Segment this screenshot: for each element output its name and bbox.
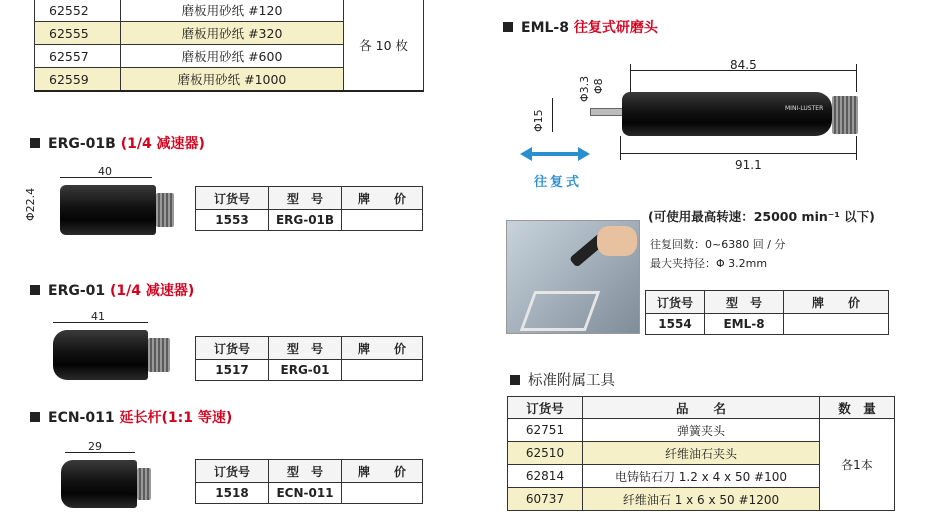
tool-tip [590,108,624,116]
product-name: 磨板用砂纸 #120 [120,0,343,22]
usage-photo [506,220,640,334]
motion-label: 往复式 [534,175,583,190]
price [342,210,423,231]
section-title-erg01b: ERG-01B (1/4 减速器) [30,133,205,153]
dimension-tick [856,64,857,92]
square-bullet-icon [503,22,513,32]
order-code: 62814 [508,465,583,488]
length-dimension-top: 84.5 [730,58,757,72]
sandpaper-table [34,0,424,92]
square-bullet-icon [30,412,40,422]
tool-thread [832,96,858,134]
section-title-std-tools: 标准附属工具 [510,369,615,390]
spec-table-eml8 [645,290,889,335]
stroke-note: 往复回数：0~6380 回 / 分 [650,238,786,251]
product-name: 磨板用砂纸 #1000 [120,68,343,92]
header-name: 品 名 [583,397,820,419]
header-price: 牌 价 [342,460,423,483]
order-no: 1554 [646,314,705,335]
price [342,360,423,381]
length-dimension: 41 [91,310,105,323]
brand-label: MINI-LUSTER [785,105,824,112]
header-price: 牌 价 [342,187,423,210]
reciprocating-arrow-icon [520,146,590,162]
length-dimension-bottom: 91.1 [735,158,762,172]
header-model: 型 号 [269,337,342,360]
section-title-erg01: ERG-01 (1/4 减速器) [30,280,194,300]
length-dimension: 40 [98,165,112,178]
section-title-ecn011: ECN-011 延长杆(1:1 等速) [30,407,232,427]
diameter-dimension-1: Φ3.3 [578,75,591,102]
quantity: 各1本 [820,419,895,511]
header-order-no: 订货号 [196,337,269,360]
section-title-eml8: EML-8 往复式研磨头 [503,17,658,37]
tool-body [622,92,832,136]
order-code: 62559 [35,68,121,92]
ecn011-image [55,438,165,510]
table-row [35,0,424,22]
product-name: 纤维油石夹头 [583,442,820,465]
tool-thread [156,193,174,227]
tool-thread [148,338,170,372]
order-code: 62555 [35,22,121,45]
tool-body [53,330,148,380]
header-price: 牌 价 [784,291,889,314]
order-no: 1517 [196,360,269,381]
order-code: 60737 [508,488,583,511]
erg01b-image [24,165,188,240]
order-code: 62557 [35,45,121,68]
product-name: 磨板用砂纸 #600 [120,45,343,68]
diameter-dimension-2: Φ8 [592,78,605,94]
header-order-no: 订货号 [508,397,583,419]
header-order-no: 订货号 [646,291,705,314]
table-row [508,419,895,442]
chuck-note: 最大夹持径：Φ 3.2mm [650,257,768,270]
spec-table-erg01 [195,336,423,381]
erg01-image [45,310,195,382]
diameter-dimension: Φ22.4 [24,187,37,221]
header-model: 型 号 [705,291,784,314]
header-model: 型 号 [269,460,342,483]
tool-body [61,460,137,508]
square-bullet-icon [30,285,40,295]
std-tools-table [507,396,895,511]
quantity: 各 10 枚 [344,0,424,91]
header-order-no: 订货号 [196,187,269,210]
dimension-tick [552,98,553,132]
workpiece-outline [520,291,601,331]
product-name: 磨板用砂纸 #320 [120,22,343,45]
model: ERG-01 [269,360,342,381]
price [342,483,423,504]
dimension-line [620,153,856,154]
product-name: 弹簧夹头 [583,419,820,442]
eml8-drawing [530,50,900,195]
dimension-tick [856,136,857,160]
hand [597,226,637,256]
diameter-dimension-3: Φ15 [532,109,545,132]
header-order-no: 订货号 [196,460,269,483]
product-name: 纤维油石 1 x 6 x 50 #1200 [583,488,820,511]
header-price: 牌 价 [342,337,423,360]
tool-body [60,185,156,235]
length-dimension: 29 [88,440,102,453]
model: ECN-011 [269,483,342,504]
tool-thread [137,468,151,500]
header-model: 型 号 [269,187,342,210]
model: ERG-01B [269,210,342,231]
order-code: 62751 [508,419,583,442]
order-code: 62552 [35,0,121,22]
product-name: 电铸钻石刀 1.2 x 4 x 50 #100 [583,465,820,488]
dimension-tick [630,64,631,92]
order-no: 1518 [196,483,269,504]
model: EML-8 [705,314,784,335]
price [784,314,889,335]
spec-table-ecn011 [195,459,423,504]
order-no: 1553 [196,210,269,231]
square-bullet-icon [510,375,520,385]
dimension-tick [620,136,621,160]
order-code: 62510 [508,442,583,465]
speed-note: (可使用最高转速：25000 min⁻¹ 以下) [648,209,875,224]
square-bullet-icon [30,138,40,148]
header-qty: 数 量 [820,397,895,419]
spec-table-erg01b [195,186,423,231]
